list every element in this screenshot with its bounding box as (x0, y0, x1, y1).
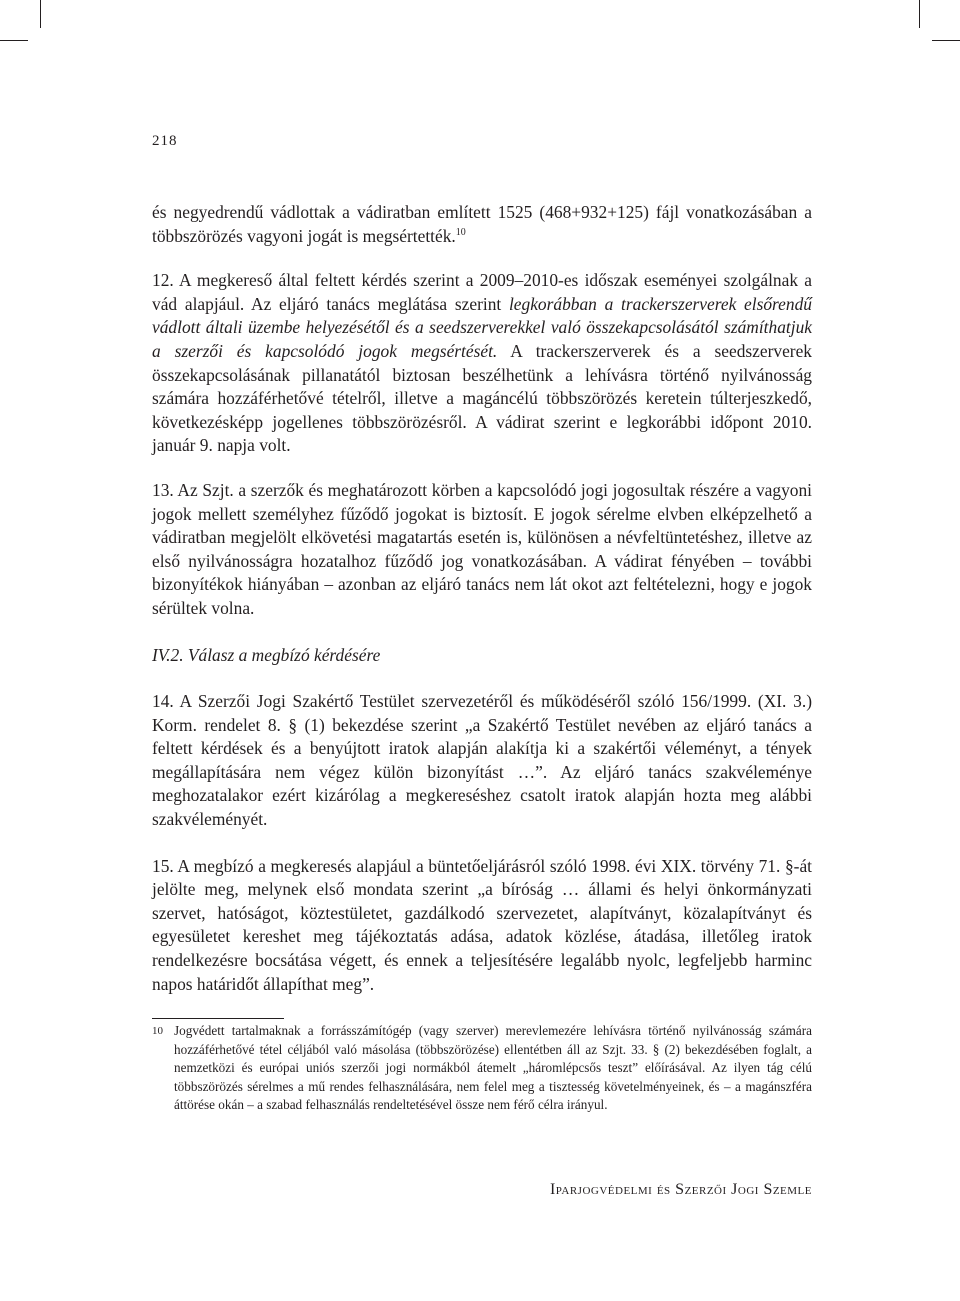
paragraph-continuation: és negyedrendű vádlottak a vádiratban említett 1525 (468+932+125) fájl vonatkozásában a többszörözés vagyoni jogát is megsértették.$^{10}$ (152, 202, 812, 246)
paragraph-12: 12. A megkereső által feltett kérdés szerint a 2009–2010-es időszak eseményei szolgálnak a vád alapjául. Az eljáró tanács meglátása szerint legkorábban a trackerszerverek elsőrendű vádlott általi üzembe helyezésétől és a seedszerverekkel való összekapcsolásától számíthatjuk a szerzői és kapcsolódó jogok megsértését. A trackerszerverek és a seedszerverek összekapcsolásának pillanatától biztosan beszélhetünk a lehívásra történő nyilvánosság számára hozzáférhetővé tételről, illetve a magáncélú többszörözés keretein túlterjeszkedő, következésképp jogellenes többszörözésről. A vádirat szerint e legkorábbi időpont 2010. január 9. napja volt. (152, 270, 813, 456)
crop-mark-top-left-vertical (40, 0, 41, 28)
footnote-mark: 10 (152, 1025, 163, 1037)
running-footer: Iparjogvédelmi és Szerzői Jogi Szemle (549, 1181, 812, 1198)
crop-mark-top-left-horizontal (0, 40, 28, 41)
paragraph-14: 14. A Szerzői Jogi Szakértő Testület szervezetéről és működéséről szóló 156/1999. (XI. 3.) Korm. rendelet 8. § (1) bekezdése szerint „a Szakértő Testület nevében az eljáró tanács a feltett kérdések és a benyújtott iratok alapján alakítja ki a szakértői véleményt, a tények megállapítására nem végez külön bizonyítást …”. Az eljáró tanács szakvéleménye meghozatalakor ezért kizárólag a megkereséshez csatolt iratok alapján hozta meg alábbi szakvéleményét. (152, 691, 812, 830)
paragraph-13: 13. Az Szjt. a szerzők és meghatározott körben a kapcsolódó jogi jogosultak részére a vagyoni jogok mellett személyhez fűződő jogokat is biztosít. E jogok sérelme elvben elképzelhető a vádiratban megjelölt elkövetési magatartás esetén is, különösen a névfeltüntetéshez, illetve az első nyilvánosságra hozatalhoz fűződő jog vonatkozásában. A vádirat fényében – további bizonyítékok hiányában – azonban az eljáró tanács nem lát okot azt feltételezni, hogy e jogok sérültek volna. (152, 479, 812, 618)
crop-mark-top-right-horizontal (932, 40, 960, 41)
footnote-reference: 10 (455, 226, 466, 238)
body-text (152, 201, 812, 996)
footnote (152, 1022, 812, 1115)
paragraph-12-italic: legkorábban a trackerszerverek elsőrendű vádlott általi üzembe helyezésétől és a seedszerverekkel való összekapcsolásától számíthatjuk a szerzői és kapcsolódó jogok megsértését. (152, 293, 812, 361)
paragraph-15: 15. A megbízó a megkeresés alapjául a büntetőeljárásról szóló 1998. évi XIX. törvény 71. §-át jelölte meg, melynek első mondata szerint „a bíróság … állami és helyi önkormányzati szervet, hatóságot, köztestületet, gazdálkodó szervezetet, alapítványt, közalapítványt és egyesületet kereshet meg tájékoztatás adása, adatok közlése, átadása, illetőleg iratok rendelkezésre bocsátása végett, és ennek a teljesítésére legalább nyolc, legfeljebb harminc napos határidőt állapíthat meg”. (152, 855, 812, 994)
footnote-divider (152, 1018, 284, 1019)
page-number: 218 (152, 133, 178, 149)
section-heading: IV.2. Válasz a megbízó kérdésére (152, 644, 381, 665)
footnote-text: Jogvédett tartalmaknak a forrásszámítógép (vagy szerver) merevlemezére lehívásra történő nyilvánosság számára hozzáférhetővé tétel céljából való másolása (többszörözése) ellentétben áll az Szjt. 33. § (2) bekezdésében foglalt, a nemzetközi és európai uniós szerzői jogi normákból átemelt „háromlépcsős teszt” előírásával. Az ilyen tág célú többszörözés sérelmes a mű rendes felhasználására, nem felel meg a tisztesség követelményeinek, és – a magánszféra áttörése okán – a szabad felhasználás rendeltetésével össze nem férő célra irányul. (174, 1023, 812, 1113)
crop-mark-top-right-vertical (919, 0, 920, 28)
